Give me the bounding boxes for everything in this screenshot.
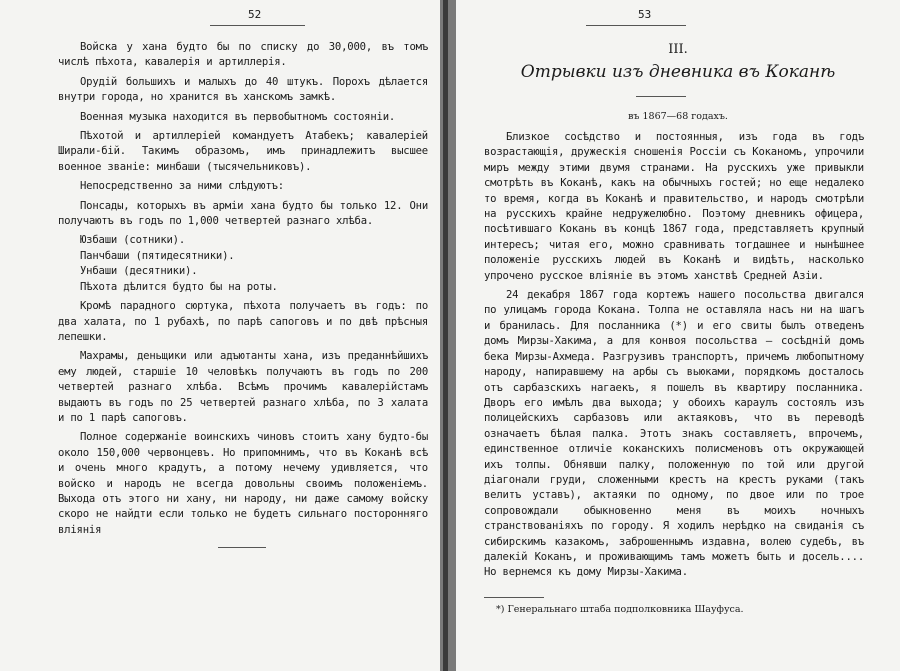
left-page [0, 0, 440, 671]
header-rule-left [210, 25, 305, 26]
left-page-text [58, 40, 428, 542]
paragraph: 24 декабря 1867 года кортежъ нашего посольства двигался по улицамъ города Кокана. Толпа не оставляла насъ ни на шагъ и бранилась. Для посланника (*) и его свиты былъ отведенъ домъ Мирзы-Хакима, а для конвоя посольства — сосѣдній домъ бека Мирзы-Ахмеда. Разгрузивъ транспортъ, причемъ любопытному народу, напиравшему на арбы съ вьюками, порядкомъ досталось отъ сарбазскихъ нагаекъ, я пошелъ въ квартиру посланника. Дворъ его имѣлъ два выхода; у обоихъ караулъ состоялъ изъ полицейскихъ сарбазовъ или актаяковъ, что въ переводѣ означаетъ бѣлая палка. Этотъ знакъ составляетъ, впрочемъ, единственное отличіе коканскихъ полисменовъ отъ окружающей ихъ толпы. Обнявши палку, положенную по той или другой діагонали груди, сложенными крестъ на крестъ руками (такъ велитъ уставъ), актаяки по одному, по двое или по трое сопровождали обыкновенно меня въ моихъ ночныхъ странствованіяхъ по городу. Я ходилъ нерѣдко на свиданія съ сибирскимъ казакомъ, заброшеннымъ издавна, волею судебъ, въ далекій Коканъ, и проживающимъ тамъ можетъ быть и досель.... Но вернемся къ дому Мирзы-Хакима. [484, 289, 864, 579]
right-page [456, 0, 900, 671]
chapter-number: III. [668, 42, 688, 57]
text-line: Пѣхотой и артиллеріей командуетъ Атабекъ; кавалеріей Ширали-бій. Такимъ образомъ, имъ принадлежитъ высшее военное званіе: минбаши (тысячельниковъ). [58, 130, 428, 173]
text-line: Войска у хана будто бы по списку до 30,000, въ томъ числѣ пѣхота, кавалерія и артиллерія. [58, 41, 428, 69]
text-line: Военная музыка находится въ первобытномъ состояніи. [80, 110, 396, 123]
text-line: Махрамы, деньщики или адъютанты хана, изъ преданнѣйшихъ ему людей, старшіе 10 человѣкъ получаютъ въ годъ по 200 четвертей разнаго хлѣба. Всѣмъ прочимъ кавалерійстамъ выдаютъ въ годъ по 25 четвертей разнаго хлѣба, по 3 халата и по 1 парѣ сапоговъ. [58, 350, 428, 424]
text-line: Полное содержаніе воинскихъ чиновъ стоитъ хану будто-бы около 150,000 червонцевъ. Но припомнимъ, что въ Коканѣ всѣ и очень много крадутъ, а потому нечему удивляется, что войско и народъ не всегда довольны своимъ положеніемъ. Выхода отъ этого ни хану, ни народу, ни даже самому войску скоро не найдти если только не будетъ сильнаго посторонняго вліянія [58, 431, 428, 536]
page-number-left: 52 [248, 8, 262, 21]
book-gutter [440, 0, 456, 671]
text-line: Непосредственно за ними слѣдуютъ: [80, 180, 284, 193]
chapter-date: въ 1867—68 годахъ. [628, 111, 728, 122]
footnote: *) Генеральнаго штаба подполковника Шауфуса. [496, 604, 744, 615]
right-page-text [484, 130, 864, 585]
text-line: Унбаши (десятники). [80, 265, 198, 278]
title-rule [636, 96, 686, 97]
footnote-rule [484, 597, 544, 598]
text-line: Пѣхота дѣлится будто бы на роты. [80, 280, 278, 293]
text-line: Орудій большихъ и малыхъ до 40 штукъ. Порохъ дѣлается внутри города, но хранится въ ханскомъ замкѣ. [58, 75, 428, 104]
page-number-right: 53 [638, 8, 652, 21]
end-rule-left [218, 547, 266, 548]
text-line: Панчбаши (пятидесятники). [80, 249, 235, 262]
text-line: Понсады, которыхъ въ арміи хана будто бы только 12. Они получаютъ въ годъ по 1,000 четвертей разнаго хлѣба. [58, 199, 428, 228]
chapter-title: Отрывки изъ дневника въ Коканѣ [520, 62, 836, 82]
paragraph: Близкое сосѣдство и постоянныя, изъ года въ годъ возрастающія, дружескія сношенія Россіи съ Коканомъ, упрочили миръ между этими двумя странами. На русскихъ уже привыкли смотрѣть въ Коканѣ, какъ на обычныхъ гостей; но еще недалеко то время, когда въ Коканѣ и правительство, и народъ смотрѣли на русскихъ крайне недружелюбно. Поэтому дневникъ офицера, посѣтившаго Кокань въ концѣ 1867 года, представляетъ крупный интересъ; читая его, можно сравнивать тогдашнее и нынѣшнее положеніе русскихъ людей въ Коканѣ и видѣть, насколько упрочено русское вліяніе въ этомъ ханствѣ Средней Азіи. [484, 131, 864, 282]
text-line: Юзбаши (сотники). [80, 234, 186, 247]
header-rule-right [586, 25, 686, 26]
text-line: Кромѣ парадного сюртука, пѣхота получаетъ въ годъ: по два халата, по 1 рубахѣ, по парѣ сапоговъ и по двѣ прѣсныя лепешки. [58, 300, 428, 343]
